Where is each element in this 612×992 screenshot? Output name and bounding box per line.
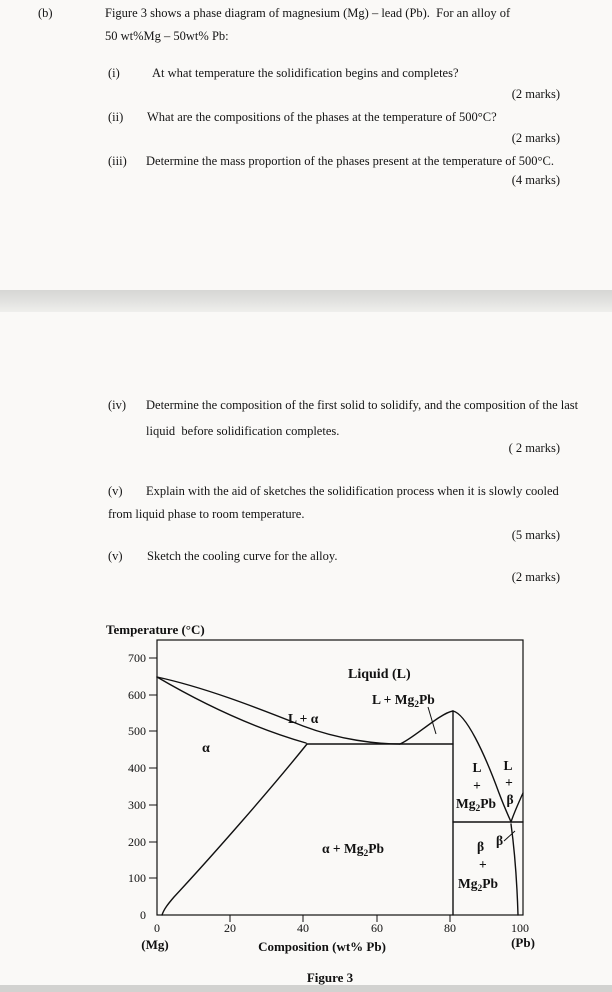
stack-plus: + <box>505 775 513 790</box>
solidus-alpha-line <box>157 677 306 743</box>
x-axis-right-endpoint-label: (Pb) <box>511 935 535 950</box>
question-text: What are the compositions of the phases at the temperature of 500°C? <box>147 110 497 124</box>
region-label-l-plus-beta-stack <box>503 758 513 807</box>
region-label-l-plus-mg2pb: $L + Mg_2Pb$ <box>372 692 435 710</box>
question-number: (iii) <box>108 154 127 168</box>
question-text-line-2: from liquid phase to room temperature. <box>108 507 305 521</box>
figure-caption: Figure 3 <box>306 970 354 985</box>
question-text-line-2: liquid before solidification completes. <box>146 424 340 438</box>
x-axis-ticks <box>230 915 450 922</box>
question-text-line-1: Explain with the aid of sketches the solidification process when it is slowly cooled <box>146 484 559 498</box>
region-label-alpha-plus-mg2pb: $\alpha + Mg_2Pb$ <box>322 841 384 859</box>
marks-label: (2 marks) <box>511 87 560 101</box>
y-axis-ticks <box>149 658 157 878</box>
x-axis-left-endpoint-label: (Mg) <box>141 937 169 952</box>
y-tick-300: 300 <box>128 798 146 812</box>
x-axis-title: Composition (wt% Pb) <box>258 939 386 954</box>
stack-mg2pb: $Mg_2Pb$ <box>456 796 497 814</box>
y-tick-700: 700 <box>128 651 146 665</box>
intro-line-1: Figure 3 shows a phase diagram of magnesium (Mg) – lead (Pb). For an alloy of <box>105 6 511 20</box>
region-label-liquid: Liquid (L) <box>348 667 411 682</box>
region-label-l-plus-alpha: L + α <box>288 711 319 726</box>
solvus-beta-line <box>511 824 518 915</box>
y-tick-200: 200 <box>128 835 146 849</box>
x-axis-tick-labels <box>154 921 529 935</box>
x-tick-80: 80 <box>444 921 456 935</box>
marks-label: ( 2 marks) <box>508 441 560 455</box>
y-axis-tick-labels <box>128 651 146 922</box>
question-text: Determine the mass proportion of the phases present at the temperature of 500°C. <box>146 154 555 168</box>
liquidus-rise-to-peak-line <box>400 711 453 744</box>
question-text: Sketch the cooling curve for the alloy. <box>147 549 338 563</box>
x-tick-20: 20 <box>224 921 236 935</box>
scan-divider-band <box>0 290 612 312</box>
solvus-alpha-line <box>162 744 307 915</box>
question-number: (iv) <box>108 398 127 412</box>
x-tick-60: 60 <box>371 921 383 935</box>
x-tick-100: 100 <box>511 921 529 935</box>
phase-diagram-figure <box>0 618 612 992</box>
marks-label: (5 marks) <box>511 528 560 542</box>
stack-plus: + <box>479 857 487 872</box>
plot-frame <box>157 640 523 915</box>
region-label-beta-plus-mg2pb-stack <box>458 833 503 894</box>
question-text: At what temperature the solidification begins and completes? <box>152 66 459 80</box>
region-label-alpha: α <box>202 741 210 756</box>
stack-plus: + <box>473 778 481 793</box>
bottom-scan-edge <box>0 985 612 992</box>
y-tick-600: 600 <box>128 688 146 702</box>
marks-label: (4 marks) <box>511 173 560 187</box>
question-number: (i) <box>108 66 120 80</box>
y-tick-0: 0 <box>140 908 146 922</box>
beta-sliver-label: β <box>496 833 504 848</box>
stack-beta: β <box>477 839 485 854</box>
x-tick-40: 40 <box>297 921 309 935</box>
y-axis-title: Temperature (°C) <box>106 622 205 637</box>
x-tick-0: 0 <box>154 921 160 935</box>
question-number: (v) <box>108 549 123 563</box>
stack-beta: β <box>506 792 514 807</box>
stack-l: L <box>503 758 513 773</box>
part-label: (b) <box>38 6 53 20</box>
question-number: (v) <box>108 484 123 498</box>
y-tick-500: 500 <box>128 724 146 738</box>
question-text-line-1: Determine the composition of the first solid to solidify, and the composition of the last <box>146 398 579 412</box>
y-tick-100: 100 <box>128 871 146 885</box>
stack-l: L <box>472 760 482 775</box>
marks-label: (2 marks) <box>511 131 560 145</box>
stack-mg2pb: $Mg_2Pb$ <box>458 876 499 894</box>
marks-label: (2 marks) <box>511 570 560 584</box>
y-tick-400: 400 <box>128 761 146 775</box>
intro-line-2: 50 wt%Mg – 50wt% Pb: <box>105 29 229 43</box>
question-number: (ii) <box>108 110 124 124</box>
